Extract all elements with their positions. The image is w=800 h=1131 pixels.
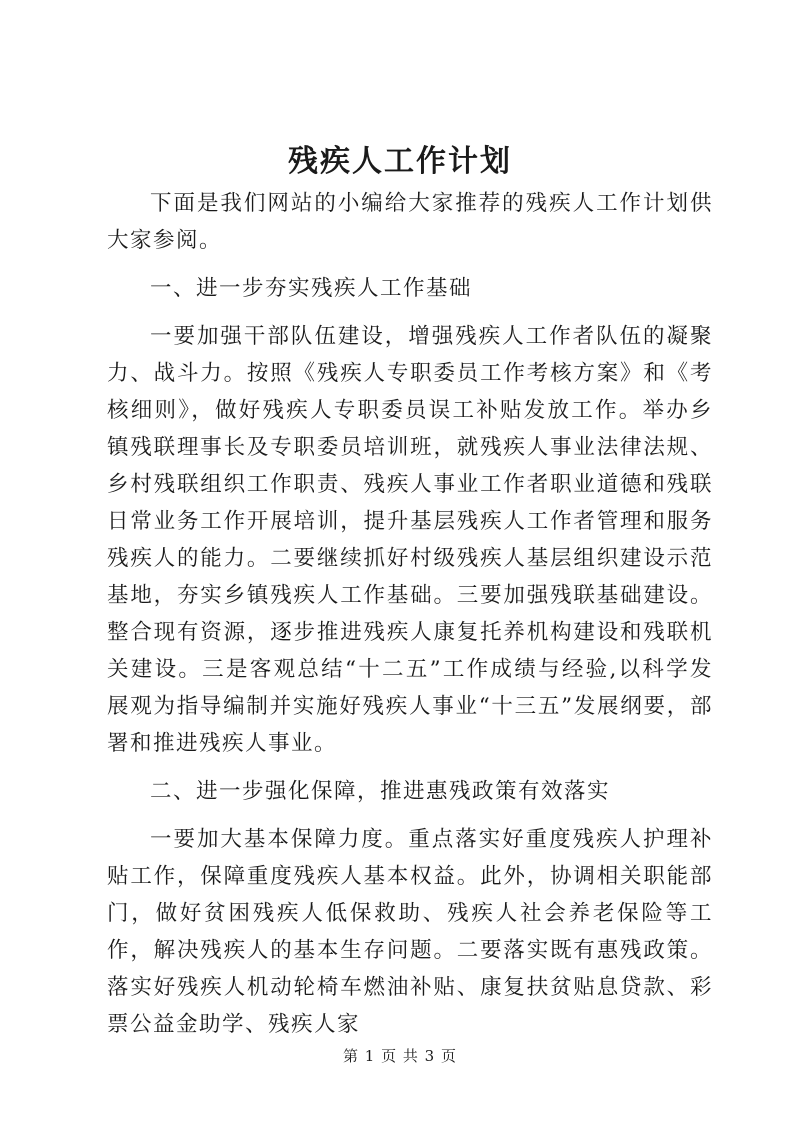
page-footer: 第 1 页 共 3 页 bbox=[343, 1047, 457, 1065]
document-title: 残疾人工作计划 bbox=[288, 144, 512, 179]
intro-paragraph: 下面是我们网站的小编给大家推荐的残疾人工作计划供大家参阅。 bbox=[107, 191, 713, 253]
section-heading-2: 二、进一步强化保障，推进惠残政策有效落实 bbox=[150, 779, 611, 804]
section-heading-1: 一、进一步夯实残疾人工作基础 bbox=[150, 276, 473, 301]
document-body bbox=[107, 185, 713, 1043]
body-paragraph-2: 一要加大基本保障力度。重点落实好重度残疾人护理补贴工作，保障重度残疾人基本权益。此外，协调相关职能部门，做好贫困残疾人低保救助、残疾人社会养老保险等工作，解决残疾人的基本生存问题。二要落实既有惠残政策。落实好残疾人机动轮椅车燃油补贴、康复扶贫贴息贷款、彩票公益金助学、残疾人家 bbox=[107, 827, 713, 1037]
body-paragraph-1: 一要加强干部队伍建设，增强残疾人工作者队伍的凝聚力、战斗力。按照《残疾人专职委员工作考核方案》和《考核细则》，做好残疾人专职委员误工补贴发放工作。举办乡镇残联理事长及专职委员培训班，就残疾人事业法律法规、乡村残联组织工作职责、残疾人事业工作者职业道德和残联日常业务工作开展培训，提升基层残疾人工作者管理和服务残疾人的能力。二要继续抓好村级残疾人基层组织建设示范基地，夯实乡镇残疾人工作基础。三要加强残联基础建设。整合现有资源，逐步推进残疾人康复托养机构建设和残联机关建设。三是客观总结“十二五”工作成绩与经验,以科学发展观为指导编制并实施好残疾人事业“十三五”发展纲要，部署和推进残疾人事业。 bbox=[107, 324, 713, 756]
